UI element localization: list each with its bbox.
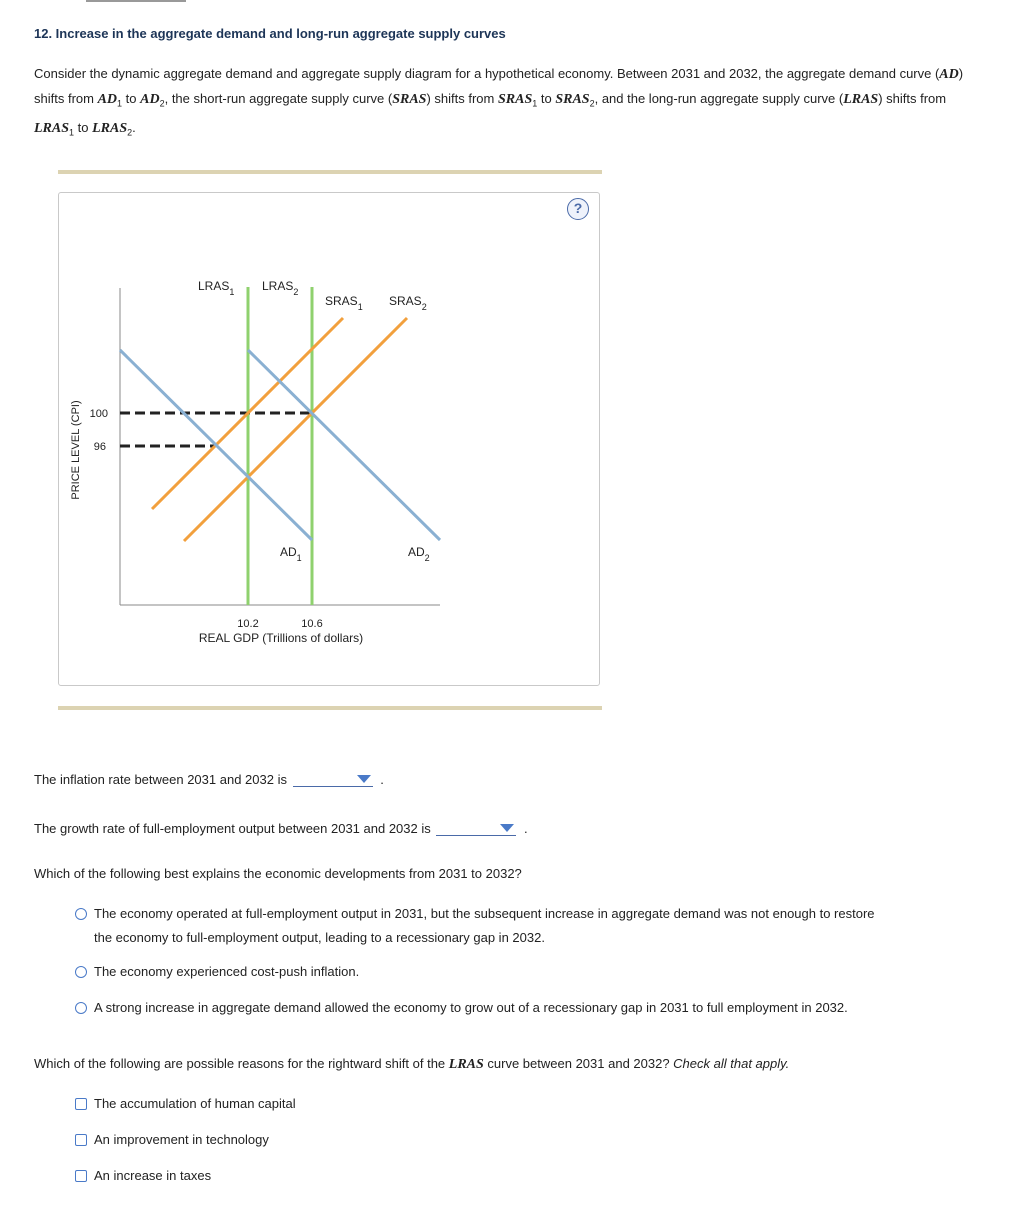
option-1-line1: The economy operated at full-employment output in 2031, but the subsequent increase in aggregate demand was not enough to restore (94, 906, 875, 921)
question-hint: Check all that apply. (673, 1056, 790, 1071)
lras1-sub: 1 (69, 127, 75, 138)
intro-text: to (74, 119, 93, 135)
intro-text: , and the long-run aggregate supply curve ( (594, 91, 844, 106)
ad2-label: $AD_2$ (408, 545, 430, 563)
growth-dropdown[interactable] (436, 819, 516, 836)
ad2-sub: 2 (159, 98, 165, 109)
intro-text: to (537, 91, 556, 106)
ad1-label: $AD_1$ (280, 545, 302, 563)
question-end: . (380, 772, 384, 787)
x-axis-title: REAL GDP (Trillions of dollars) (198, 631, 364, 645)
lras1-term: LRAS (34, 120, 70, 136)
option-1-text (94, 902, 994, 950)
x-tick-label: 10.2 (237, 618, 259, 630)
y-axis-title: PRICE LEVEL (CPI) (70, 400, 82, 500)
ad1-sub: 1 (117, 98, 123, 109)
lras2-label: $LRAS_2$ (262, 279, 299, 297)
question-end: . (524, 821, 528, 836)
sras2-line (184, 318, 407, 541)
radio-option-2[interactable] (75, 966, 87, 978)
y-tick-label: 96 (93, 441, 106, 453)
ad2-term: AD (140, 92, 160, 107)
checkbox-label: The accumulation of human capital (94, 1096, 296, 1111)
ad-term: AD (939, 67, 959, 82)
intro-text: , the short-run aggregate supply curve ( (164, 91, 393, 106)
question-text: curve between 2031 and 2032? (483, 1056, 674, 1071)
sras2-sub: 2 (589, 98, 595, 109)
chevron-down-icon (357, 775, 371, 783)
intro-text: to (122, 91, 141, 106)
intro-text: Consider the dynamic aggregate demand and aggregate supply diagram for a hypothetical economy. Between 2031 and 2032, the aggregate demand curve ( (34, 66, 940, 81)
option-2-text: The economy experienced cost-push inflation. (94, 964, 360, 979)
question-text: The growth rate of full-employment output between 2031 and 2032 is (34, 821, 431, 836)
ad1-term: AD (97, 92, 118, 107)
lras1-label: $LRAS_1$ (198, 279, 235, 297)
lras-term: LRAS (448, 1057, 484, 1072)
radio-option-3[interactable] (75, 1002, 87, 1014)
panel-bottom-rule (58, 706, 602, 710)
inflation-dropdown[interactable] (293, 770, 373, 787)
checkbox-label: An improvement in technology (94, 1132, 269, 1147)
sras1-label: $SRAS_1$ (325, 294, 363, 312)
question-growth (34, 819, 528, 836)
intro-text: ) shifts from (426, 91, 498, 106)
help-icon[interactable]: ? (567, 198, 589, 220)
intro-text: ) shifts from (878, 91, 947, 106)
lras2-term: LRAS (92, 120, 128, 136)
lras2-sub: 2 (127, 127, 133, 138)
intro-text: ) shifts from (34, 66, 964, 106)
radio-option-1[interactable] (75, 908, 87, 920)
question-inflation (34, 770, 384, 787)
option-1-line2: the economy to full-employment output, leading to a recessionary gap in 2032. (94, 930, 545, 945)
option-3-text: A strong increase in aggregate demand allowed the economy to grow out of a recessionary gap in 2031 to full employment in 2032. (94, 1000, 848, 1015)
sras2-label: $SRAS_2$ (389, 294, 427, 312)
intro-text: . (132, 119, 136, 135)
question-text: Which of the following are possible reasons for the rightward shift of the (34, 1056, 449, 1071)
checkbox-technology[interactable] (75, 1134, 87, 1146)
checkbox-human-capital[interactable] (75, 1098, 87, 1110)
sras1-term: SRAS (497, 92, 533, 107)
question-heading: 12. Increase in the aggregate demand and long-run aggregate supply curves (34, 26, 506, 41)
sras-term: SRAS (392, 92, 427, 107)
question-lras-reasons (34, 1056, 789, 1073)
x-tick-label: 10.6 (301, 618, 323, 630)
checkbox-taxes[interactable] (75, 1170, 87, 1182)
question-text: The inflation rate between 2031 and 2032 is (34, 772, 287, 787)
checkbox-label: An increase in taxes (94, 1168, 212, 1183)
ad2-line (248, 350, 440, 540)
sras2-term: SRAS (555, 92, 590, 107)
chevron-down-icon (500, 824, 514, 832)
sras1-sub: 1 (532, 98, 538, 109)
lras-term: LRAS (843, 92, 879, 107)
question-explanation: Which of the following best explains the economic developments from 2031 to 2032? (34, 866, 522, 881)
y-tick-label: 100 (89, 408, 108, 420)
